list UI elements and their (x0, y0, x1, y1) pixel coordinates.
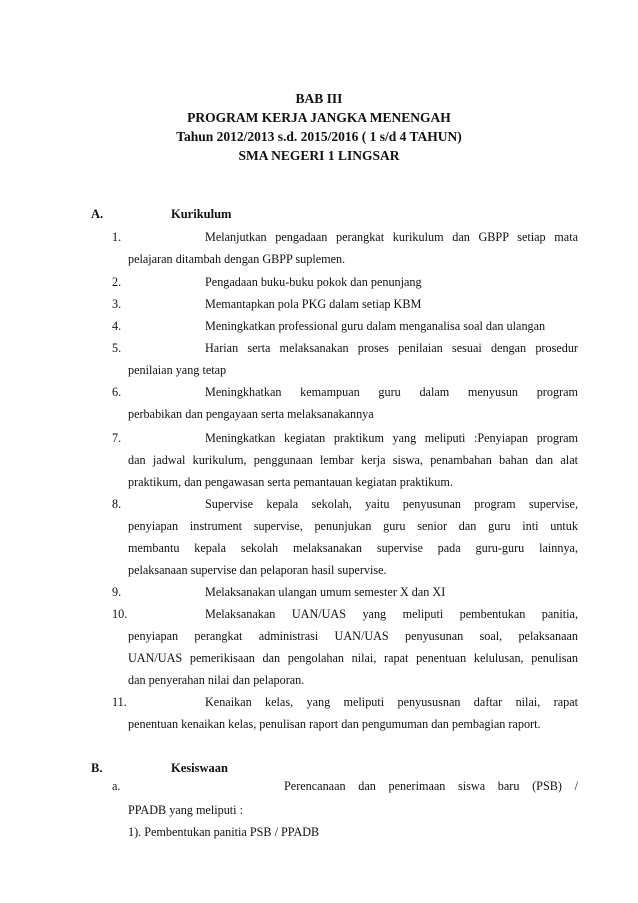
item-text: Meningkatkan kegiatan praktikum yang meliputi :Penyiapan program (205, 431, 578, 445)
item-text-continued: penyiapan perangkat administrasi UAN/UAS penyusunan soal, pelaksanaan (128, 629, 578, 643)
school-name: SMA NEGERI 1 LINGSAR (238, 148, 400, 163)
item-text: Melanjutkan pengadaan perangkat kurikulum dan GBPP setiap mata (205, 230, 578, 244)
section-a-title: Kurikulum (171, 207, 232, 221)
item-letter: a. (112, 779, 121, 793)
item-text: Melaksanakan UAN/UAS yang meliputi pembentukan panitia, (205, 607, 578, 621)
item-text: Melaksanakan ulangan umum semester X dan XI (205, 585, 446, 599)
item-number: 8. (112, 497, 122, 511)
item-text: Supervise kepala sekolah, yaitu penyusunan program supervise, (205, 497, 578, 511)
item-text: Meningkatkan professional guru dalam menganalisa soal dan ulangan (205, 319, 546, 333)
item-text-continued: dan penyerahan nilai dan pelaporan. (128, 673, 305, 687)
item-text-continued: PPADB yang meliputi : (128, 803, 244, 817)
section-b-letter: B. (91, 761, 103, 775)
item-number: 11. (112, 695, 127, 709)
section-a-letter: A. (91, 207, 104, 221)
section-b-title: Kesiswaan (171, 761, 228, 775)
item-text-continued: pelaksanaan supervise dan pelaporan hasil supervise. (128, 563, 387, 577)
item-text-continued: penentuan kenaikan kelas, penulisan raport dan pengumuman dan pembagian raport. (128, 717, 541, 731)
item-text: Kenaikan kelas, yang meliputi penyususnan daftar nilai, rapat (205, 695, 578, 709)
item-text-continued: membantu kepala sekolah melaksanakan supervise pada guru-guru lainnya, (128, 541, 578, 555)
item-number: 3. (112, 297, 122, 311)
item-number: 6. (112, 385, 122, 399)
item-text-continued: penilaian yang tetap (128, 363, 227, 377)
item-number: 7. (112, 431, 122, 445)
item-text: Meningkhatkan kemampuan guru dalam menyusun program (205, 385, 578, 399)
program-title: PROGRAM KERJA JANGKA MENENGAH (187, 110, 451, 125)
item-text-continued: pelajaran ditambah dengan GBPP suplemen. (128, 252, 346, 266)
item-text: Memantapkan pola PKG dalam setiap KBM (205, 297, 422, 311)
sub-item-text: 1). Pembentukan panitia PSB / PPADB (128, 825, 320, 839)
item-text-continued: penyiapan instrument supervise, penunjukan guru senior dan guru inti untuk (128, 519, 578, 533)
item-text: Harian serta melaksanakan proses penilaian sesuai dengan prosedur (205, 341, 578, 355)
item-number: 1. (112, 230, 122, 244)
item-number: 10. (112, 607, 128, 621)
item-text-continued: dan jadwal kurikulum, penggunaan lembar kerja siswa, penambahan bahan dan alat (128, 453, 578, 467)
item-text-continued: UAN/UAS pemerikisaan dan pengolahan nilai, rapat penentuan kelulusan, penulisan (128, 651, 578, 665)
item-number: 4. (112, 319, 122, 333)
item-number: 9. (112, 585, 122, 599)
item-text: Perencanaan dan penerimaan siswa baru (PSB) / (284, 779, 578, 793)
chapter-heading: BAB III (295, 91, 343, 106)
item-number: 5. (112, 341, 122, 355)
period-title: Tahun 2012/2013 s.d. 2015/2016 ( 1 s/d 4 TAHUN) (176, 129, 462, 144)
item-text-continued: perbabikan dan pengayaan serta melaksanakannya (128, 407, 374, 421)
item-text-continued: praktikum, dan pengawasan serta pemantauan kegiatan praktikum. (128, 475, 453, 489)
item-text: Pengadaan buku-buku pokok dan penunjang (205, 275, 422, 289)
item-number: 2. (112, 275, 122, 289)
